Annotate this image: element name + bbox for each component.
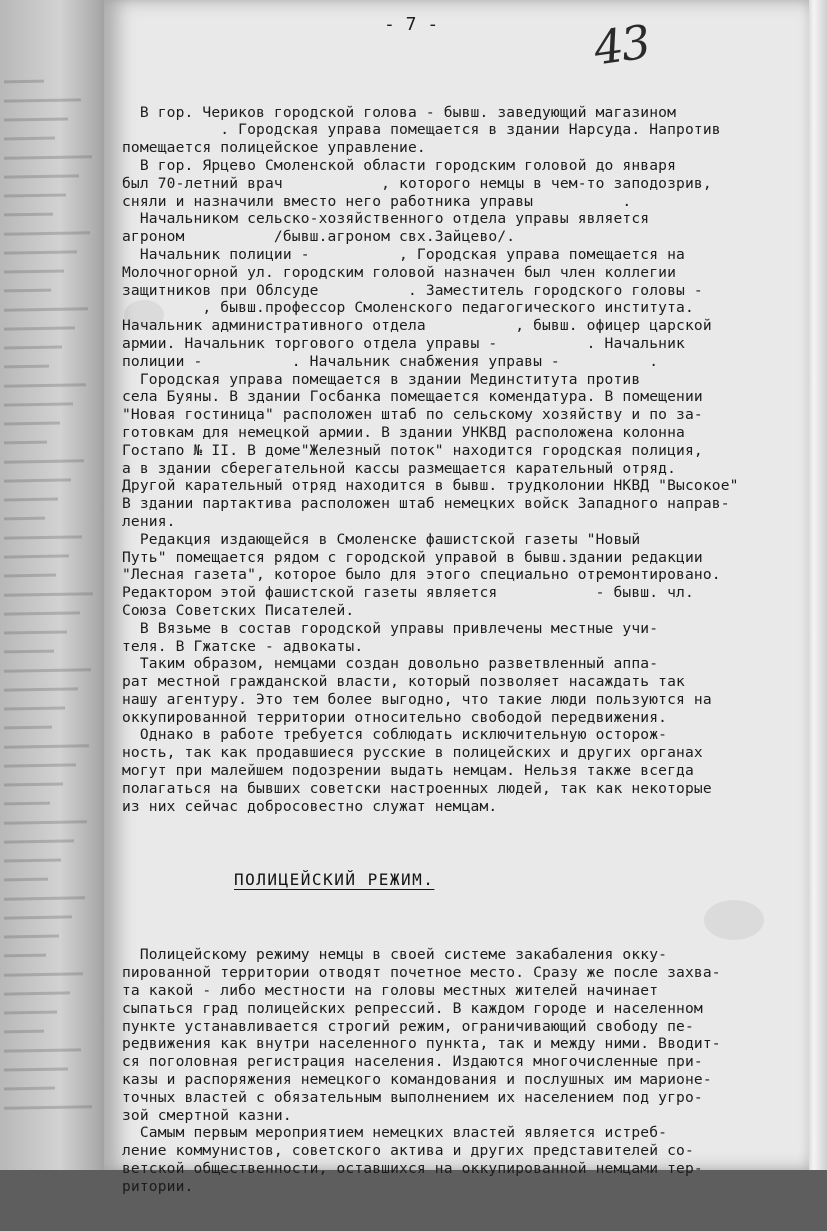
text-line: Путь" помещается рядом с городской управой в бывш.здании редакции <box>122 548 703 566</box>
previous-page-ghost-line <box>4 517 45 521</box>
previous-page-ghost-line <box>4 611 80 615</box>
text-line: ся поголовная регистрация населения. Издаются многочисленные при- <box>122 1053 703 1071</box>
previous-page-ghost-line <box>4 155 92 160</box>
previous-page-ghost-line <box>4 1105 92 1110</box>
previous-page-ghost-line <box>4 269 64 273</box>
text-line: . Городская управа помещается в здании Нарсуда. Напротив <box>122 121 721 139</box>
text-line: оккупированной территории относительно свободой передвижения. <box>122 708 668 726</box>
text-line: сняли и назначили вместо него работника управы . <box>122 192 632 210</box>
text-line: могут при малейшем подозрении выдать немцам. Нельзя также всегда <box>122 762 694 780</box>
main-text-block <box>122 104 802 816</box>
text-line: В Вязьме в состав городской управы привлечены местные учи- <box>122 619 659 637</box>
text-line: , бывш.профессор Смоленского педагогического института. <box>122 299 694 317</box>
text-line: готовкам для немецкой армии. В здании УНКВД расположена колонна <box>122 423 685 441</box>
previous-page-ghost-line <box>4 915 72 919</box>
text-line: та какой - либо местности на головы местных жителей начинает <box>122 982 659 1000</box>
text-line: Городская управа помещается в здании Мединститута против <box>122 370 641 388</box>
text-line: В здании партактива расположен штаб немецких войск Западного направ- <box>122 495 730 513</box>
text-line: Начальник полиции - , Городская управа помещается на <box>122 245 685 263</box>
text-line: В гор. Ярцево Смоленской области городским головой до января <box>122 156 677 174</box>
previous-page-ghost-line <box>4 365 49 369</box>
previous-page-ghost-line <box>4 80 44 84</box>
text-line: села Буяны. В здании Госбанка помещается комендатура. В помещении <box>122 388 703 406</box>
previous-page-ghost-line <box>4 117 68 121</box>
previous-page-ghost-line <box>4 193 66 197</box>
text-line: Редакция издающейся в Смоленске фашистской газеты "Новый <box>122 530 641 548</box>
document-page <box>104 0 809 1195</box>
text-line: ления. <box>122 512 176 530</box>
previous-page-ghost-line <box>4 422 60 426</box>
previous-page-ghost-line <box>4 137 55 141</box>
previous-page-ghost-line <box>4 174 79 178</box>
previous-page-ghost-line <box>4 726 52 730</box>
previous-page-ghost-line <box>4 935 59 939</box>
previous-page-ghost-line <box>4 478 71 482</box>
previous-page-ghost-line <box>4 706 65 710</box>
previous-page-ghost-line <box>4 459 84 463</box>
previous-page-ghost-line <box>4 345 62 349</box>
text-line: полагаться на бывших советски настроенных людей, так как некоторые <box>122 779 712 797</box>
previous-page-ghost-line <box>4 687 78 691</box>
text-line: "Новая гостиница" расположен штаб по сельскому хозяйству и по за- <box>122 406 703 424</box>
text-line: Полицейскому режиму немцы в своей системе закабаления окку- <box>122 946 668 964</box>
previous-page-ghost-line <box>4 554 69 558</box>
previous-page-ghost-line <box>4 859 61 863</box>
previous-page-ghost-line <box>4 896 85 900</box>
text-line: пированной территории отводят почетное место. Сразу же после захва- <box>122 964 721 982</box>
previous-page-ghost-line <box>4 98 81 102</box>
text-line: теля. В Гжатске - адвокаты. <box>122 637 364 655</box>
previous-page-ghost-line <box>4 802 50 806</box>
previous-page-ghost-line <box>4 878 48 882</box>
previous-page-ghost-line <box>4 650 54 654</box>
previous-page-ghost-line <box>4 213 53 217</box>
text-line: Гостапо № II. В доме"Железный поток" находится городская полиция, <box>122 441 703 459</box>
text-line: Другой карательный отряд находится в бывш. трудколонии НКВД "Высокое" <box>122 477 739 495</box>
section-text-block <box>122 946 802 1195</box>
previous-page-ghost-line <box>4 250 77 254</box>
text-line: армии. Начальник торгового отдела управы - . Начальник <box>122 334 685 352</box>
previous-page-ghost-line <box>4 441 47 445</box>
previous-page-ghost-line <box>4 991 70 995</box>
text-line: редвижения как внутри населенного пункта, так и между ними. Вводит- <box>122 1035 721 1053</box>
text-line: ветской общественности, оставшихся на оккупированной немцами тер- <box>122 1160 703 1178</box>
text-line: точных властей с обязательным выполнением их населением под угро- <box>122 1088 703 1106</box>
previous-page-ghost-line <box>4 668 91 673</box>
page-number: - 7 - <box>384 14 439 35</box>
section-heading: ПОЛИЦЕЙСКИЙ РЕЖИМ. <box>234 870 435 890</box>
previous-page-ghost-line <box>4 1011 57 1015</box>
previous-page-ghost-line <box>4 1030 44 1034</box>
text-line: был 70-летний врач , которого немцы в чем-то заподозрив, <box>122 174 712 192</box>
previous-page-ghost-line <box>4 954 46 958</box>
text-line: Однако в работе требуется соблюдать исключительную осторож- <box>122 726 668 744</box>
previous-page-ghost-line <box>4 307 88 311</box>
text-line: полиции - . Начальник снабжения управы - . <box>122 352 659 370</box>
text-line: защитников при Облсуде . Заместитель городского головы - <box>122 281 703 299</box>
text-line: Самым первым мероприятием немецких властей является истреб- <box>122 1124 668 1142</box>
text-line: Таким образом, немцами создан довольно разветвленный аппа- <box>122 655 659 673</box>
previous-page-ghost-line <box>4 1048 81 1052</box>
previous-page-ghost-line <box>4 1087 55 1091</box>
previous-page-ghost-line <box>4 1067 68 1071</box>
previous-page-ghost-line <box>4 839 74 843</box>
text-line: сыпаться град полицейских репрессий. В каждом городе и населенном <box>122 999 703 1017</box>
text-line: помещается полицейское управление. <box>122 139 426 157</box>
text-line: Начальник административного отдела , бывш. офицер царской <box>122 317 712 335</box>
previous-page-ghost-line <box>4 498 58 502</box>
text-line: "Лесная газета", которое было для этого специально отремонтировано. <box>122 566 721 584</box>
previous-page-ghost-line <box>4 535 82 539</box>
text-line: агроном /бывш.агроном свх.Зайцево/. <box>122 228 516 246</box>
previous-page-ghost-line <box>4 231 90 236</box>
previous-page-ghost-line <box>4 402 73 406</box>
text-line: зой смертной казни. <box>122 1106 292 1124</box>
previous-page-ghost-line <box>4 782 63 786</box>
text-line: Начальником сельско-хозяйственного отдела управы является <box>122 210 650 228</box>
text-line: рат местной гражданской власти, который позволяет насаждать так <box>122 673 685 691</box>
text-line: из них сейчас добросовестно служат немцам. <box>122 797 498 815</box>
archive-stamp: 43 <box>590 14 653 76</box>
text-line: Союза Советских Писателей. <box>122 601 355 619</box>
text-line: ритории. <box>122 1177 194 1195</box>
previous-page-ghost-line <box>4 820 87 824</box>
text-line: нашу агентуру. Это тем более выгодно, что такие люди пользуются на <box>122 690 712 708</box>
previous-page-ghost-line <box>4 383 86 387</box>
previous-page-ghost-line <box>4 592 93 597</box>
previous-page-ghost-line <box>4 289 51 293</box>
text-line: В гор. Чериков городской голова - бывш. заведующий магазином <box>122 103 677 121</box>
text-line: ность, так как продавшиеся русские в полицейских и других органах <box>122 744 703 762</box>
previous-page-ghost-line <box>4 574 56 578</box>
text-line: Редактором этой фашистской газеты является - бывш. чл. <box>122 584 694 602</box>
previous-page-edge <box>0 0 100 1170</box>
previous-page-ghost-line <box>4 763 76 767</box>
text-line: Молочногорной ул. городским головой назначен был член коллегии <box>122 263 677 281</box>
text-line: ление коммунистов, советского актива и других представителей со- <box>122 1142 694 1160</box>
previous-page-ghost-line <box>4 972 83 976</box>
text-line: казы и распоряжения немецкого командования и послушных им марионе- <box>122 1071 712 1089</box>
text-line: пункте устанавливается строгий режим, ограничивающий свободу пе- <box>122 1017 694 1035</box>
previous-page-ghost-line <box>4 630 67 634</box>
previous-page-ghost-line <box>4 744 89 748</box>
text-line: а в здании сберегательной кассы размещается карательный отряд. <box>122 459 677 477</box>
document-body <box>122 68 802 1231</box>
previous-page-ghost-line <box>4 326 75 330</box>
